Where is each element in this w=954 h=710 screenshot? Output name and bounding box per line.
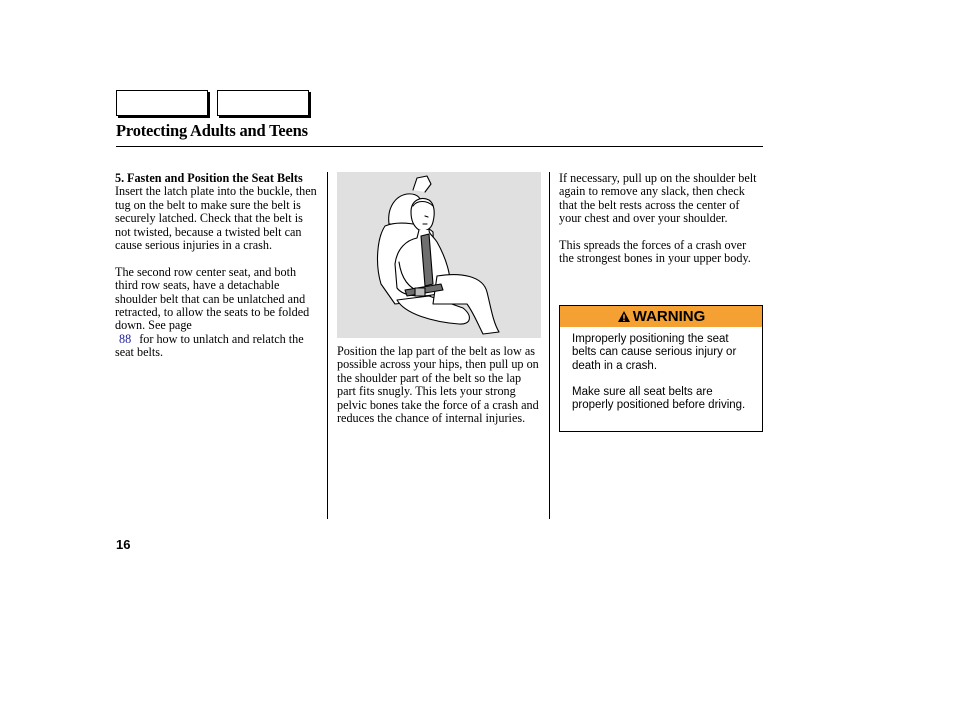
warning-body [560, 327, 762, 413]
column-3 [559, 172, 763, 266]
paragraph-text-after-link: for how to unlatch and relatch the seat belts. [115, 331, 304, 360]
column-divider-1 [327, 172, 328, 519]
title-divider [116, 146, 763, 147]
column-1-paragraph-2 [115, 266, 321, 360]
step-number: 5. [115, 171, 125, 185]
nav-tab-button-2[interactable] [217, 90, 309, 116]
page-title: Protecting Adults and Teens [116, 121, 308, 140]
page-number: 16 [116, 537, 131, 552]
column-3-paragraph-1: If necessary, pull up on the shoulder belt again to remove any slack, then check that the belt rests across the center of your chest and over your shoulder. [559, 171, 757, 226]
page-88-link[interactable]: 88 [119, 331, 132, 346]
column-2-paragraph-1: Position the lap part of the belt as low as possible across your hips, then pull up on the shoulder part of the belt so the lap part fits snugly. This lets your strong pelvic bones take the force of a crash and reduces the chance of internal injuries. [337, 344, 539, 426]
column-1 [115, 172, 321, 360]
warning-header [560, 306, 762, 327]
warning-paragraph-2: Make sure all seat belts are properly positioned before driving. [572, 386, 746, 412]
warning-paragraph-1: Improperly positioning the seat belts can cause serious injury or death in a crash. [572, 333, 737, 372]
step-heading [115, 172, 321, 185]
paragraph-text-before-link: The second row center seat, and both third row seats, have a detachable shoulder belt that can be unlatched and retracted, to allow the seats to be folded down. See page [115, 264, 310, 333]
warning-label: WARNING [632, 308, 706, 325]
column-2 [337, 345, 542, 425]
seated-person-seatbelt-illustration [337, 172, 541, 338]
warning-triangle-icon [617, 310, 631, 323]
column-1-paragraph-1: Insert the latch plate into the buckle, then tug on the belt to make sure the belt is securely latched. Check that the belt is not twisted, because a twisted belt can cause serious injuries in a crash. [115, 184, 317, 253]
warning-box [559, 305, 763, 432]
column-3-paragraph-2: This spreads the forces of a crash over the strongest bones in your upper body. [559, 238, 751, 266]
column-divider-2 [549, 172, 550, 519]
nav-tab-button-1[interactable] [116, 90, 208, 116]
step-heading-text: Fasten and Position the Seat Belts [127, 171, 303, 185]
